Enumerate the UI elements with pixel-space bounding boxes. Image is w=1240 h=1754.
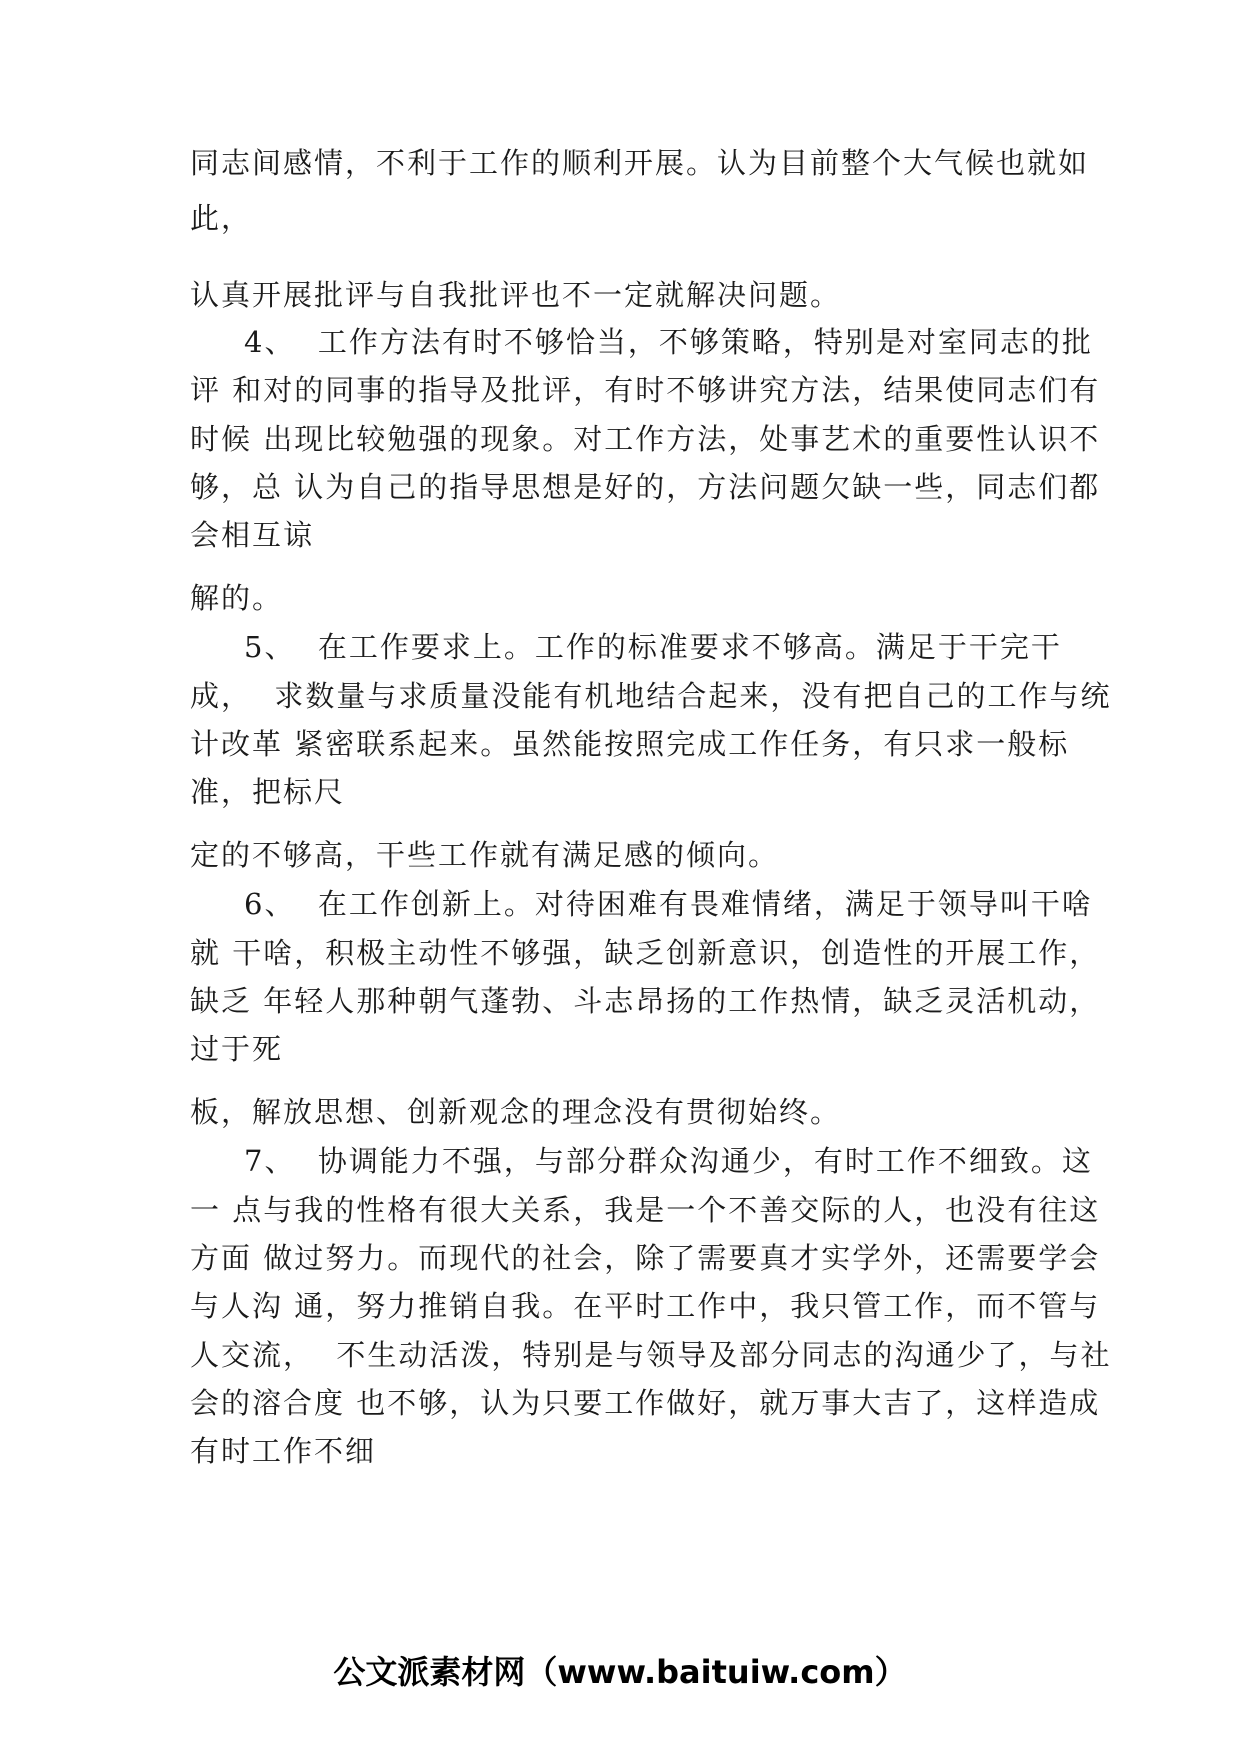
text-line: 方面 做过努力。而现代的社会，除了需要真才实学外，还需要学会 [190,1241,1101,1275]
numbered-paragraph-start: 6、 在工作创新上。对待困难有畏难情绪，满足于领导叫干啥 [244,887,1093,921]
text-line: 定的不够高，干些工作就有满足感的倾向。 [190,838,780,872]
text-line: 够，总 认为自己的指导思想是好的，方法问题欠缺一些，同志们都 [190,470,1101,504]
text-line: 评 和对的同事的指导及批评，有时不够讲究方法，结果使同志们有 [190,373,1101,407]
numbered-paragraph-start: 4、 工作方法有时不够恰当，不够策略，特别是对室同志的批 [244,325,1093,359]
footer-watermark: 公文派素材网（www.baituiw.com） [333,1653,907,1691]
text-line: 认真开展批评与自我批评也不一定就解决问题。 [190,278,842,312]
text-line: 准，把标尺 [190,775,346,809]
text-line: 会相互谅 [190,518,315,552]
numbered-paragraph-start: 7、 协调能力不强，与部分群众沟通少，有时工作不细致。这 [244,1144,1093,1178]
text-line: 板，解放思想、创新观念的理念没有贯彻始终。 [190,1095,842,1129]
text-line: 缺乏 年轻人那种朝气蓬勃、斗志昂扬的工作热情，缺乏灵活机动， [190,984,1101,1018]
text-line: 同志间感情，不利于工作的顺利开展。认为目前整个大气候也就如 [190,146,1090,180]
text-line: 计改革 紧密联系起来。虽然能按照完成工作任务，有只求一般标 [190,727,1070,761]
text-line: 就 干啥，积极主动性不够强，缺乏创新意识，创造性的开展工作， [190,936,1101,970]
text-line: 过于死 [190,1032,284,1066]
text-line: 会的溶合度 也不够，认为只要工作做好，就万事大吉了，这样造成 [190,1386,1101,1420]
text-line: 解的。 [190,581,284,615]
text-line: 一 点与我的性格有很大关系，我是一个不善交际的人，也没有往这 [190,1193,1101,1227]
text-line: 人交流， 不生动活泼，特别是与领导及部分同志的沟通少了，与社 [190,1338,1112,1372]
text-line: 此， [190,201,253,235]
text-line: 与人沟 通，努力推销自我。在平时工作中，我只管工作，而不管与 [190,1289,1101,1323]
numbered-paragraph-start: 5、 在工作要求上。工作的标准要求不够高。满足于干完干 [244,630,1062,664]
text-line: 有时工作不细 [190,1434,377,1468]
text-line: 成， 求数量与求质量没能有机地结合起来，没有把自己的工作与统 [190,679,1112,713]
text-line: 时候 出现比较勉强的现象。对工作方法，处事艺术的重要性认识不 [190,422,1101,456]
